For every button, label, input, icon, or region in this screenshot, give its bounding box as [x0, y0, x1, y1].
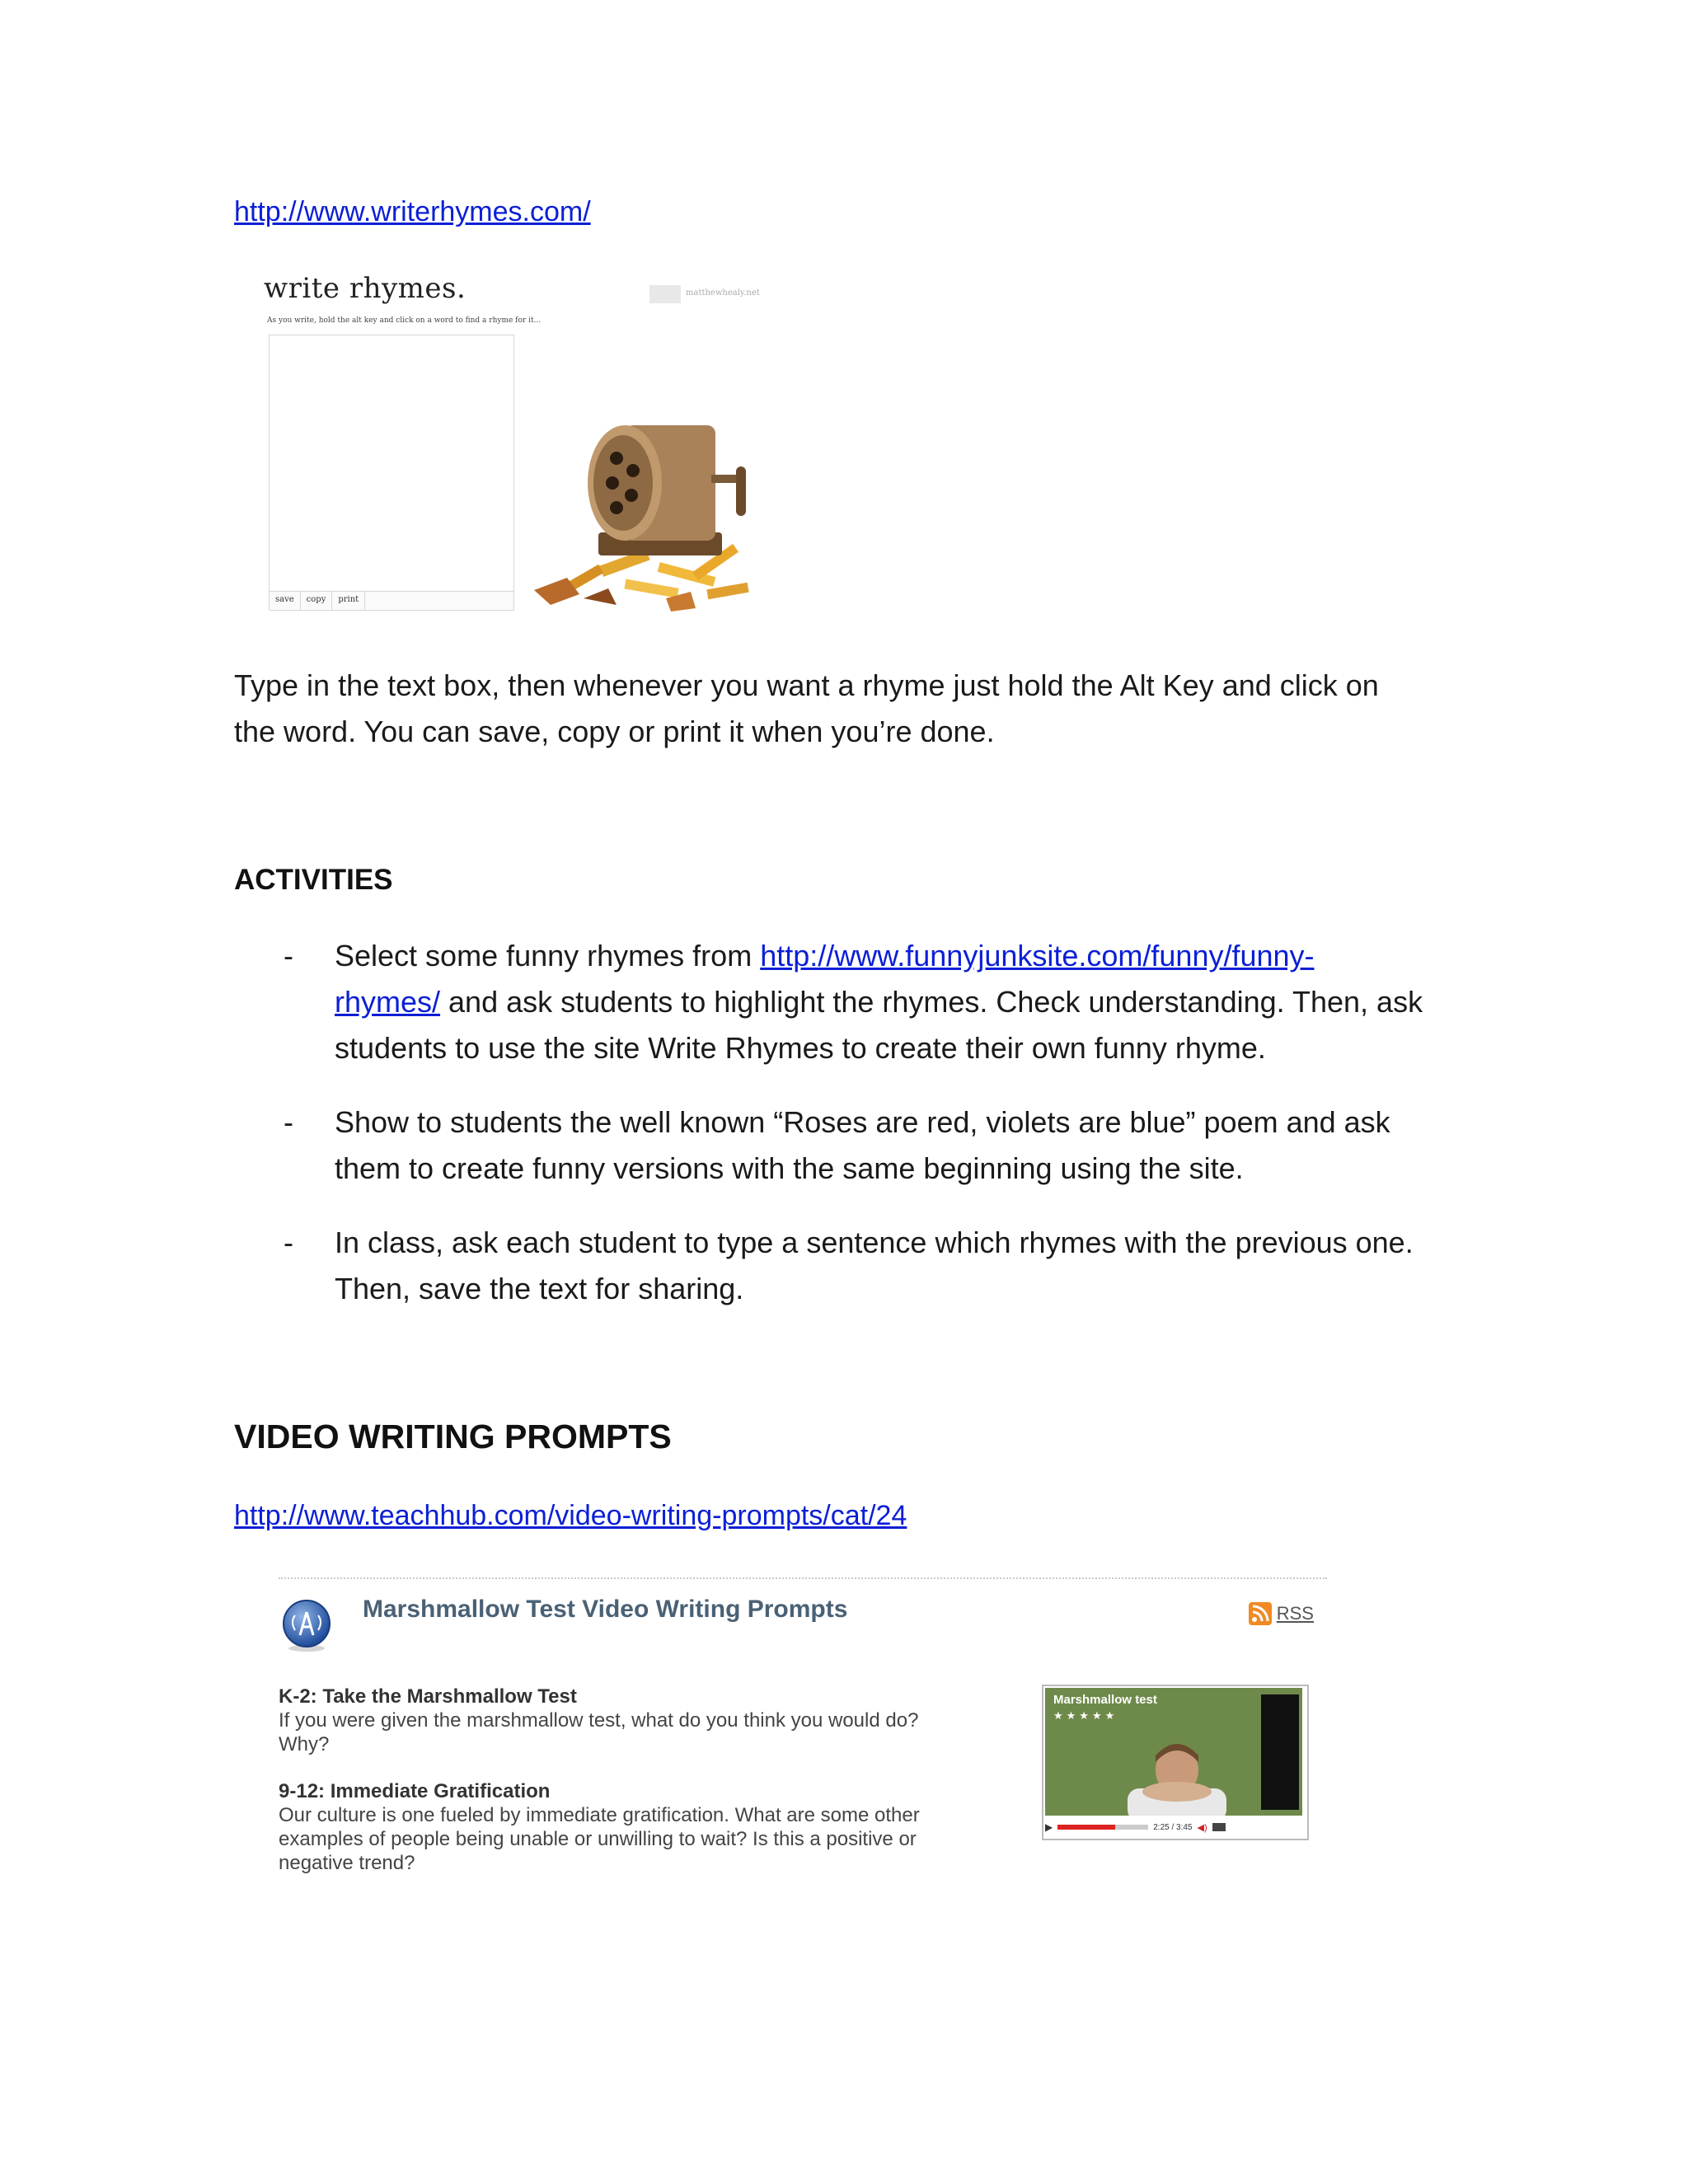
write-rhymes-subtitle: As you write, hold the alt key and click on a word to find a rhyme for it...: [267, 316, 542, 325]
video-player[interactable]: [1042, 1685, 1309, 1840]
rss-link[interactable]: [1249, 1602, 1314, 1625]
activity-text: In class, ask each student to type a sentence which rhymes with the previous one.: [335, 1226, 1414, 1259]
writerhymes-link[interactable]: http://www.writerhymes.com/: [234, 196, 591, 227]
site-logo-text: matthewhealy.net: [686, 288, 760, 298]
prompt-text: If you were given the marshmallow test, what do you think you would do?: [279, 1709, 919, 1732]
teachhub-screenshot: [279, 1577, 1327, 1882]
write-rhymes-title: write rhymes.: [264, 272, 467, 305]
prompt-heading[interactable]: 9-12: Immediate Gratification: [279, 1780, 551, 1802]
prompt-text: negative trend?: [279, 1852, 415, 1874]
activity-text: students to use the site Write Rhymes to create their own funny rhyme.: [335, 1031, 1266, 1065]
prompt-9-12: [279, 1779, 987, 1875]
video-screen[interactable]: [1045, 1688, 1302, 1816]
video-time: 2:25 / 3:45: [1153, 1822, 1193, 1832]
rss-label: RSS: [1276, 1603, 1314, 1624]
copy-button[interactable]: copy: [301, 592, 333, 610]
funnyjunksite-link[interactable]: http://www.funnyjunksite.com/funny/funny-: [760, 939, 1315, 972]
video-controls: [1045, 1820, 1302, 1835]
teachhub-link[interactable]: http://www.teachhub.com/video-writing-prompts/cat/24: [234, 1500, 907, 1531]
video-prompts-heading: VIDEO WRITING PROMPTS: [234, 1418, 672, 1455]
prompt-text: Our culture is one fueled by immediate gratification. What are some other: [279, 1804, 920, 1826]
save-button[interactable]: save: [270, 592, 301, 610]
list-bullet: -: [284, 1105, 293, 1139]
video-progress-bar[interactable]: [1057, 1825, 1148, 1830]
list-bullet: -: [284, 939, 293, 972]
description-line: the word. You can save, copy or print it when you’re done.: [234, 715, 995, 748]
rhyme-text-box[interactable]: [269, 335, 514, 592]
writerhymes-description: [234, 663, 1470, 755]
dotted-divider: [279, 1577, 1327, 1579]
list-bullet: -: [284, 1226, 293, 1259]
activity-text: and ask students to highlight the rhymes. Check understanding. Then, ask: [440, 985, 1423, 1019]
volume-icon[interactable]: ◀): [1197, 1822, 1207, 1833]
teachhub-page-title: Marshmallow Test Video Writing Prompts: [363, 1596, 848, 1623]
prompt-heading[interactable]: K-2: Take the Marshmallow Test: [279, 1685, 577, 1708]
funnyjunksite-link-continued[interactable]: rhymes/: [335, 985, 441, 1019]
pencil-sharpener-illustration: [501, 392, 765, 615]
video-title: Marshmallow test: [1053, 1693, 1157, 1707]
rhyme-button-bar: [269, 592, 514, 611]
fullscreen-icon[interactable]: [1212, 1823, 1226, 1831]
activity-text: Select some funny rhymes from: [335, 939, 761, 972]
play-icon[interactable]: ▶: [1045, 1821, 1053, 1833]
activity-text: Show to students the well known “Roses are red, violets are blue” poem and ask: [335, 1105, 1390, 1139]
prompt-text: Why?: [279, 1733, 330, 1755]
rss-icon: [1249, 1602, 1272, 1625]
write-rhymes-screenshot: [262, 269, 765, 615]
activities-heading: ACTIVITIES: [234, 864, 393, 896]
activity-text: Then, save the text for sharing.: [335, 1272, 744, 1305]
prompt-text: examples of people being unable or unwilling to wait? Is this a positive or: [279, 1828, 917, 1850]
site-logo: [649, 285, 762, 303]
description-line: Type in the text box, then whenever you want a rhyme just hold the Alt Key and click on: [234, 668, 1379, 702]
podcast-icon: [279, 1597, 335, 1653]
prompt-k2: [279, 1685, 987, 1756]
video-thumbnail-figure: [1119, 1737, 1235, 1816]
video-rating: ★★★★★: [1053, 1709, 1118, 1722]
activity-text: them to create funny versions with the same beginning using the site.: [335, 1151, 1244, 1185]
print-button[interactable]: print: [332, 592, 365, 610]
